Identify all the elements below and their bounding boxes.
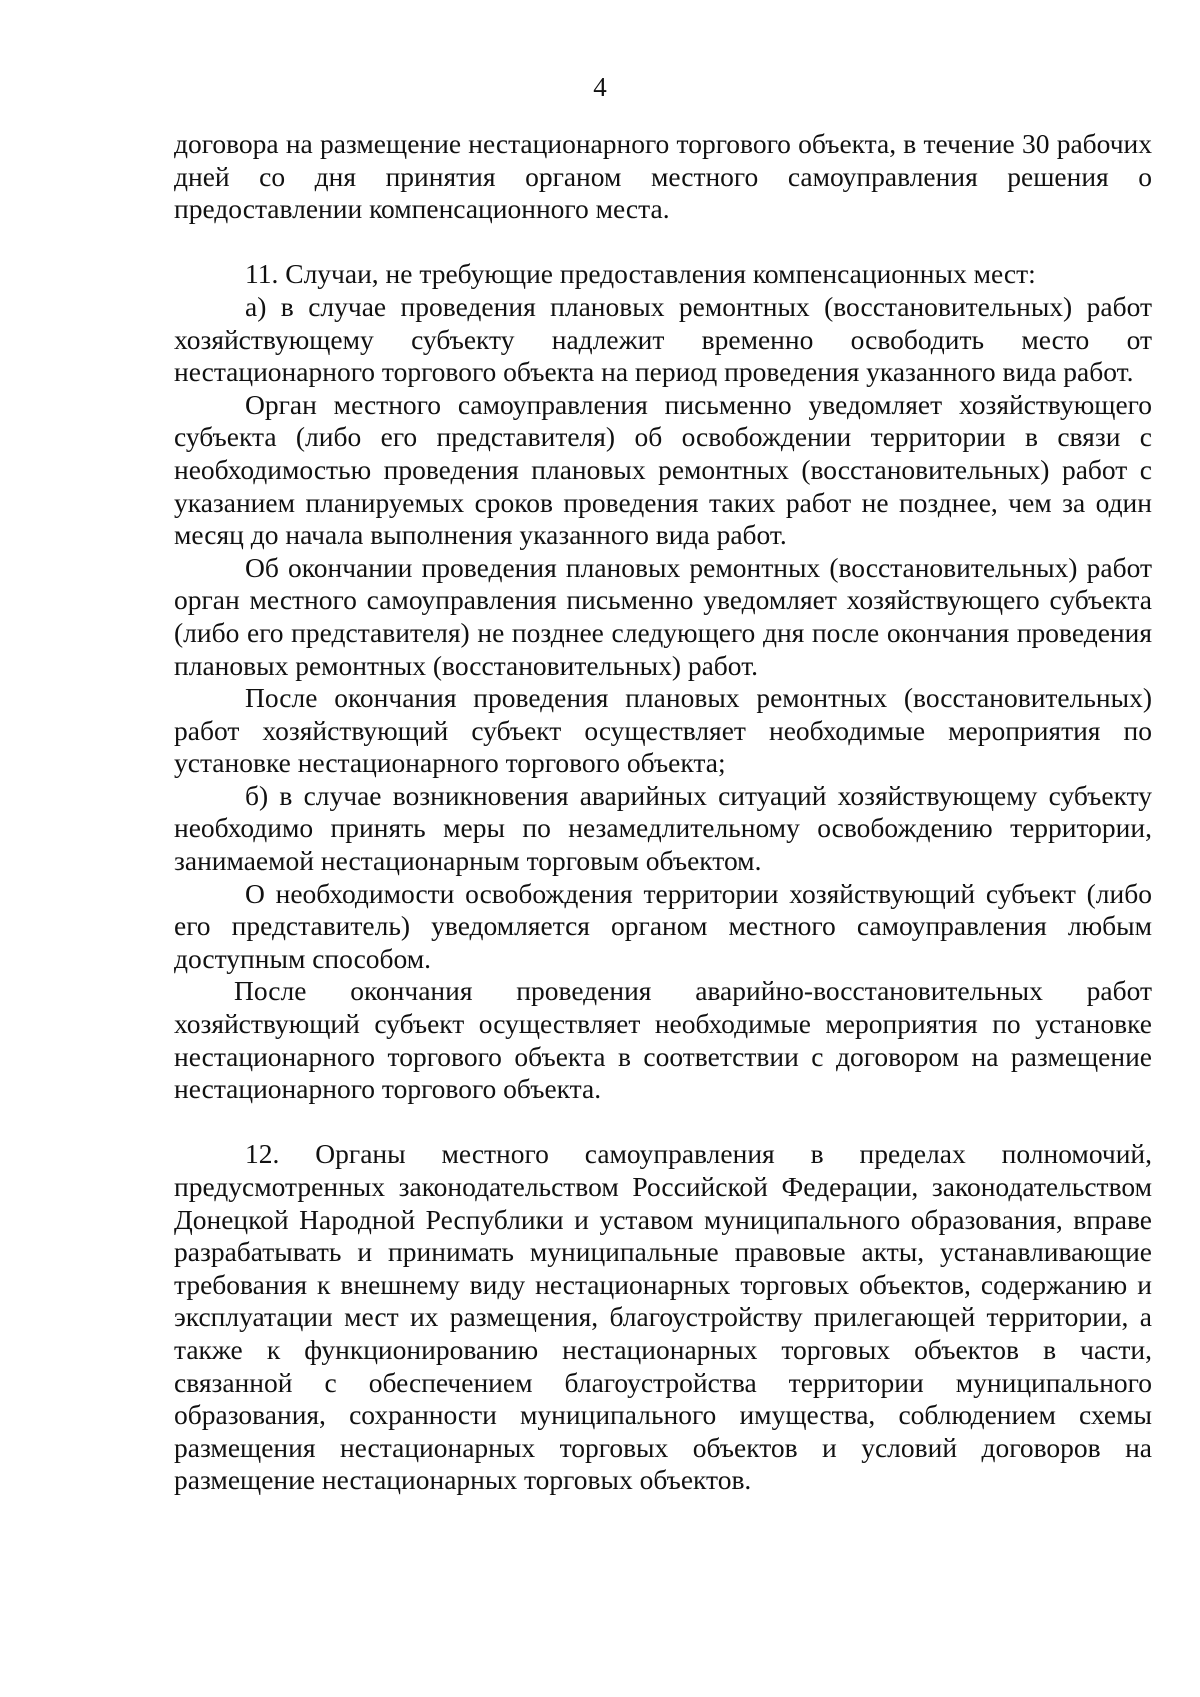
paragraph-completion-notice: Об окончании проведения плановых ремонтных (восстановительных) работ орган местного самоуправления письменно уведомляет хозяйствующего субъекта (либо его представителя) не позднее следующего дня после окончания проведения плановых ремонтных (восстановительных) работ. bbox=[174, 551, 1152, 681]
paragraph-notification: Орган местного самоуправления письменно уведомляет хозяйствующего субъекта (либо его представителя) об освобождении территории в связи с необходимостью проведения плановых ремонтных (восстановительных) работ с указанием планируемых сроков проведения таких работ не позднее, чем за один месяц до начала выполнения указанного вида работ. bbox=[174, 388, 1152, 551]
paragraph-item-b: б) в случае возникновения аварийных ситуаций хозяйствующему субъекту необходимо принять меры по незамедлительному освобождению территории, занимаемой нестационарным торговым объектом. bbox=[174, 779, 1152, 877]
paragraph-section-12: 12. Органы местного самоуправления в пределах полномочий, предусмотренных законодательством Российской Федерации, законодательством Донецкой Народной Республики и уставом муниципального образования, вправе разрабатывать и принимать муниципальные правовые акты, устанавливающие требования к внешнему виду нестационарных торговых объектов, содержанию и эксплуатации мест их размещения, благоустройству прилегающей территории, а также к функционированию нестационарных торговых объектов в части, связанной с обеспечением благоустройства территории муниципального образования, сохранности муниципального имущества, соблюдением схемы размещения нестационарных торговых объектов и условий договоров на размещение нестационарных торговых объектов. bbox=[174, 1138, 1152, 1496]
paragraph-section-11-heading: 11. Случаи, не требующие предоставления компенсационных мест: bbox=[245, 258, 1036, 290]
paragraph-emergency-notice: О необходимости освобождения территории хозяйствующий субъект (либо его представитель) уведомляется органом местного самоуправления любым доступным способом. bbox=[174, 877, 1152, 974]
page-number: 4 bbox=[593, 72, 607, 102]
paragraph-item-a: а) в случае проведения плановых ремонтных (восстановительных) работ хозяйствующему субъекту надлежит временно освободить место от нестационарного торгового объекта на период проведения указанного вида работ. bbox=[174, 290, 1152, 388]
paragraph-after-emergency: После окончания проведения аварийно-восстановительных работ хозяйствующий субъект осуществляет необходимые мероприятия по установке нестационарного торгового объекта в соответствии с договором на размещение нестационарного торгового объекта. bbox=[174, 975, 1152, 1105]
document-body bbox=[174, 128, 1152, 1497]
paragraph-continuation: договора на размещение нестационарного торгового объекта, в течение 30 рабочих дней со дня принятия органом местного самоуправления решения о предоставлении компенсационного места. bbox=[174, 128, 1152, 225]
paragraph-after-repairs: После окончания проведения плановых ремонтных (восстановительных) работ хозяйствующий субъект осуществляет необходимые мероприятия по установке нестационарного торгового объекта; bbox=[174, 682, 1152, 779]
